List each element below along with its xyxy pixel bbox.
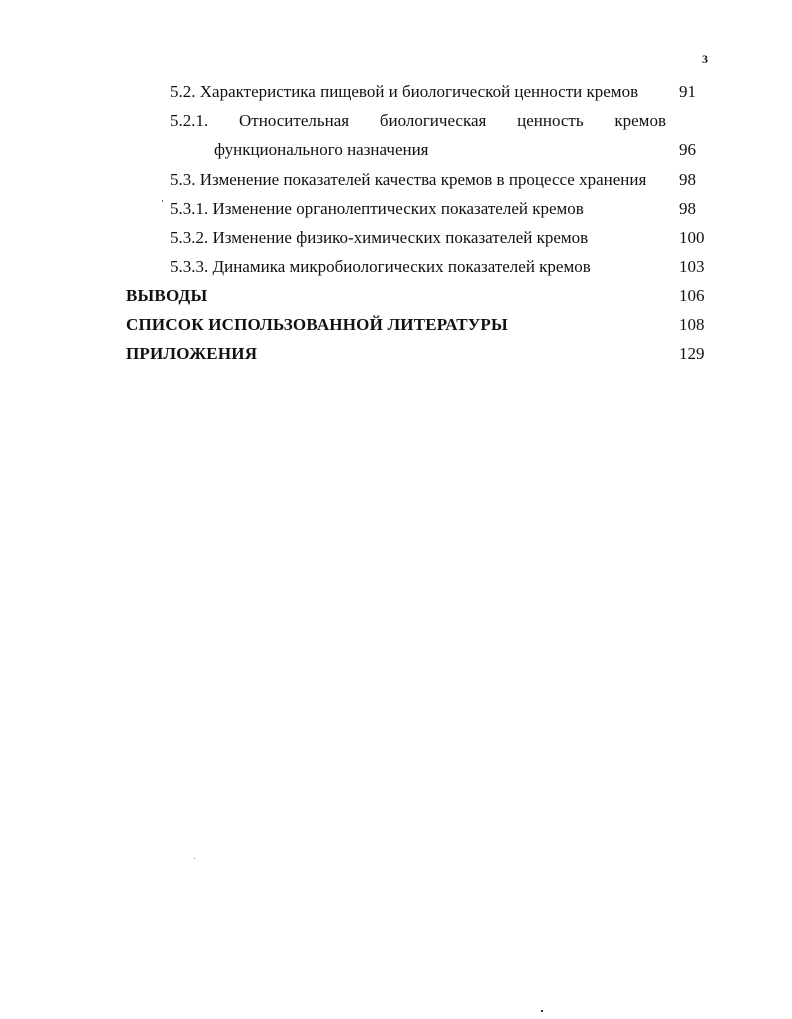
- toc-entry-5-3-3-title: 5.3.3. Динамика микробиологических показателей кремов: [170, 257, 591, 276]
- toc-entry-5-2-1-title-line2: функционального назначения: [214, 140, 429, 159]
- toc-entry-5-3-title: 5.3. Изменение показателей качества кремов в процессе хранения: [170, 170, 647, 189]
- toc-entry-5-2-1-title-line1: [170, 111, 666, 131]
- scan-speck: [162, 200, 163, 202]
- toc-entry-5-3-1-page: 98: [679, 199, 696, 218]
- toc-entry-references-page: 108: [679, 315, 705, 334]
- toc-entry-5-2-1-page: 96: [679, 140, 696, 159]
- scan-speck: [541, 1010, 543, 1012]
- toc-word: 5.2.1.: [170, 111, 209, 130]
- toc-entry-conclusions-title: ВЫВОДЫ: [126, 286, 208, 305]
- toc-entry-5-3-1-title: 5.3.1. Изменение органолептических показателей кремов: [170, 199, 584, 218]
- toc-word: кремов: [614, 111, 666, 130]
- toc-word: Относительная: [239, 111, 350, 130]
- toc-entry-5-2-page: 91: [679, 82, 696, 101]
- scan-speck: [194, 858, 195, 859]
- toc-entry-5-3-3-page: 103: [679, 257, 705, 276]
- toc-entry-5-3-page: 98: [679, 170, 696, 189]
- toc-entry-appendices-title: ПРИЛОЖЕНИЯ: [126, 344, 258, 363]
- page-number: 3: [702, 52, 708, 66]
- toc-entry-5-2-title: 5.2. Характеристика пищевой и биологической ценности кремов: [170, 82, 639, 101]
- toc-entry-appendices-page: 129: [679, 344, 705, 363]
- toc-entry-conclusions-page: 106: [679, 286, 705, 305]
- toc-entry-5-3-2-title: 5.3.2. Изменение физико-химических показателей кремов: [170, 228, 589, 247]
- toc-word: биологическая: [379, 111, 487, 130]
- toc-entry-5-3-2-page: 100: [679, 228, 705, 247]
- toc-word: ценность: [517, 111, 584, 130]
- toc-entry-references-title: СПИСОК ИСПОЛЬЗОВАННОЙ ЛИТЕРАТУРЫ: [126, 315, 508, 334]
